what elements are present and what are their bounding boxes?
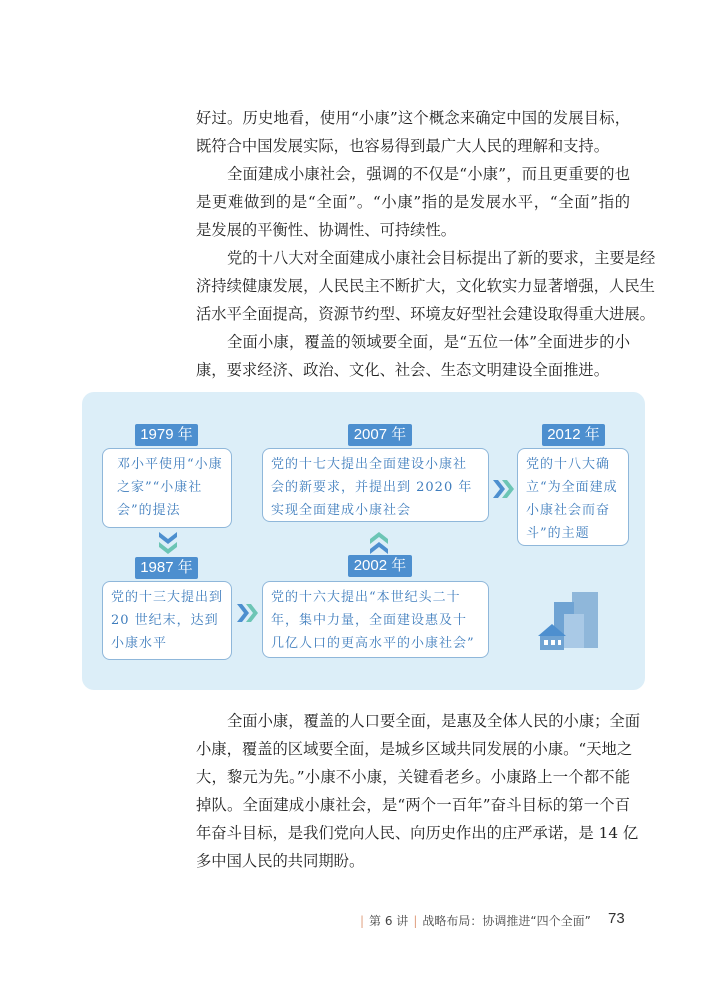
timeline-box: 党的十三大提出到 20 世纪末，达到小康水平	[102, 581, 232, 660]
timeline-box: 党的十六大提出“本世纪头二十年，集中力量，全面建设惠及十几亿人口的更高水平的小康社会”	[262, 581, 489, 658]
year-label: 1987 年	[135, 557, 198, 579]
chevron-right-icon	[235, 602, 261, 624]
text-line: 全面小康，覆盖的领域要全面，是“五位一体”全面进步的小	[227, 333, 630, 351]
running-footer: | 第 6 讲 | 战略布局：协调推进“四个全面”	[360, 914, 591, 928]
chapter-title: 战略布局：协调推进“四个全面”	[422, 914, 591, 928]
year-label: 1979 年	[135, 424, 198, 446]
timeline-box: 党的十八大确立“为全面建成小康社会而奋斗”的主题	[517, 448, 629, 546]
year-label: 2007 年	[348, 424, 412, 446]
text-line: 既符合中国发展实际，也容易得到最广大人民的理解和支持。	[196, 137, 610, 155]
chevron-right-icon	[491, 478, 517, 500]
text-line: 康，要求经济、政治、文化、社会、生态文明建设全面推进。	[196, 361, 610, 379]
text-line: 小康，覆盖的区域要全面，是城乡区域共同发展的小康。“天地之	[196, 740, 633, 758]
text-line: 是发展的平衡性、协调性、可持续性。	[196, 221, 457, 239]
buildings-icon	[536, 590, 602, 656]
text-line: 多中国人民的共同期盼。	[196, 852, 365, 870]
text-line: 活水平全面提高，资源节约型、环境友好型社会建设取得重大进展。	[196, 305, 655, 323]
text-line: 全面小康，覆盖的人口要全面，是惠及全体人民的小康；全面	[227, 712, 641, 730]
page-number: 73	[608, 910, 625, 927]
year-label: 2012 年	[542, 424, 605, 446]
text-line: 是更难做到的是“全面”。“小康”指的是发展水平，“全面”指的	[196, 193, 630, 211]
text-line: 济持续健康发展，人民民主不断扩大，文化软实力显著增强，人民生	[196, 277, 655, 295]
timeline-box: 党的十七大提出全面建设小康社会的新要求，并提出到 2020 年实现全面建成小康社会	[262, 448, 489, 522]
text-line: 好过。历史地看，使用“小康”这个概念来确定中国的发展目标，	[196, 109, 630, 127]
text-line: 年奋斗目标，是我们党向人民、向历史作出的庄严承诺，是 14 亿	[196, 824, 639, 842]
chevron-up-icon	[368, 529, 390, 555]
timeline-box: 邓小平使用“小康之家”“小康社会”的提法	[102, 448, 232, 528]
timeline-diagram	[82, 392, 645, 690]
text-line: 掉队。全面建成小康社会，是“两个一百年”奋斗目标的第一个百	[196, 796, 630, 814]
text-line: 全面建成小康社会，强调的不仅是“小康”，而且更重要的也	[227, 165, 630, 183]
lecture-number: 第 6 讲	[369, 914, 409, 928]
text-line: 大，黎元为先。”小康不小康，关键看老乡。小康路上一个都不能	[196, 768, 630, 786]
text-line: 党的十八大对全面建成小康社会目标提出了新的要求，主要是经	[227, 249, 656, 267]
chevron-down-icon	[157, 530, 179, 556]
year-label: 2002 年	[348, 555, 412, 577]
